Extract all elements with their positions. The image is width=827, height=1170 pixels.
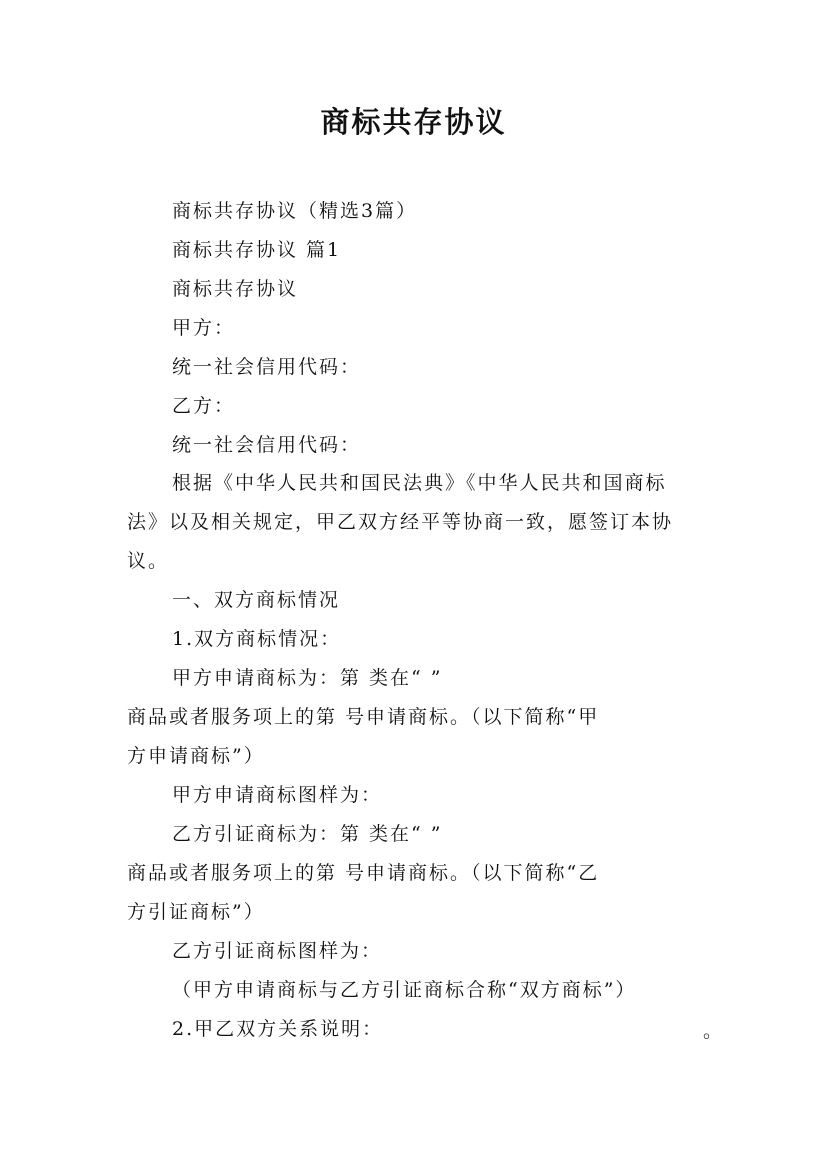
paragraph-line: 商品或者服务项上的第 号申请商标。（以下简称“乙 xyxy=(127,862,600,884)
paragraph-line: 乙方引证商标图样为： xyxy=(172,940,383,962)
paragraph-line: 乙方引证商标为：第 类在“ ” xyxy=(172,823,443,845)
paragraph-line: 议。 xyxy=(127,550,170,572)
agreement-name: 商标共存协议 xyxy=(172,278,299,300)
trailing-period: 。 xyxy=(703,1020,723,1042)
section-heading: 商标共存协议 篇1 xyxy=(172,239,342,261)
party-a-credit-code: 统一社会信用代码： xyxy=(172,356,362,378)
subtitle-selected: 商标共存协议（精选3篇） xyxy=(172,200,418,222)
paragraph-line: 根据《中华人民共和国民法典》《中华人民共和国商标 xyxy=(172,472,667,494)
paragraph-line: 法》以及相关规定，甲乙双方经平等协商一致，愿签订本协 xyxy=(127,511,674,533)
paragraph-line: 方引证商标”） xyxy=(127,901,265,923)
document-title: 商标共存协议 xyxy=(320,105,507,139)
paragraph-line: （甲方申请商标与乙方引证商标合称“双方商标”） xyxy=(172,979,637,1001)
paragraph-line: 方申请商标”） xyxy=(127,745,265,767)
party-b-credit-code: 统一社会信用代码： xyxy=(172,434,362,456)
party-b-label: 乙方： xyxy=(172,395,236,417)
paragraph-line: 甲方申请商标图样为： xyxy=(172,784,383,806)
party-a-label: 甲方： xyxy=(172,317,236,339)
section-heading: 一、双方商标情况 xyxy=(172,589,341,611)
paragraph-line: 商品或者服务项上的第 号申请商标。（以下简称“甲 xyxy=(127,706,600,728)
paragraph-line: 甲方申请商标为：第 类在“ ” xyxy=(172,667,443,689)
subsection-heading: 1.双方商标情况： xyxy=(172,628,342,650)
subsection-heading: 2.甲乙双方关系说明： xyxy=(172,1018,384,1040)
